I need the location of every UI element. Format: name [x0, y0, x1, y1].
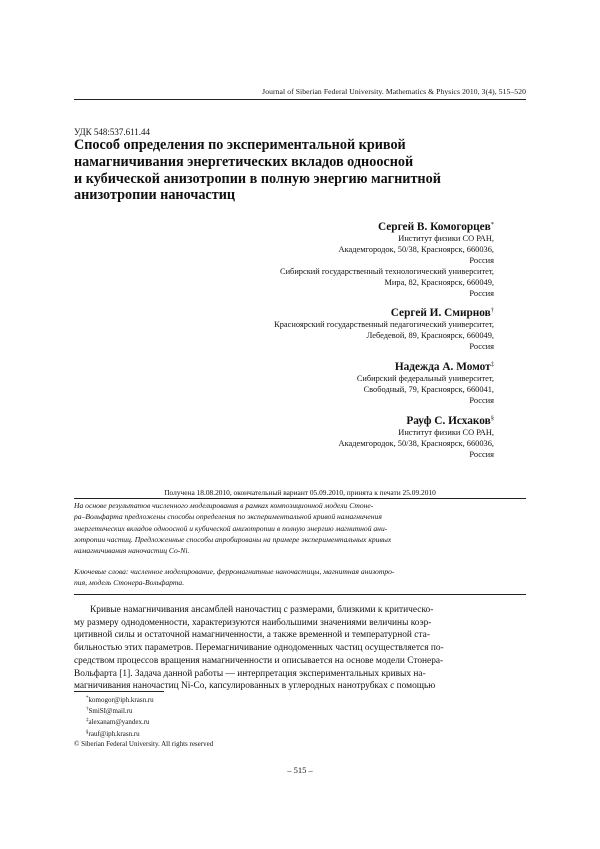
author-name: Рауф С. Исхаков§ [406, 414, 494, 427]
body-line: Вольфарта [1]. Задача данной работы — интерпретация экспериментальных кривых на- [74, 668, 426, 679]
affiliation-line: Академгородок, 50/38, Красноярск, 660036, [338, 244, 494, 254]
body-line: му размеру однодоменности, характеризуются наибольшими значениями величины коэр- [74, 617, 432, 628]
author-momot [274, 358, 494, 407]
affiliation-line: Россия [469, 449, 494, 459]
affiliation-line: Институт физики СО РАН, [398, 234, 494, 243]
affiliation-line: Россия [469, 395, 494, 405]
footnotes [74, 694, 213, 749]
paper-title [74, 137, 526, 204]
received-dates: Получена 18.08.2010, окончательный вариант 05.09.2010, принята к печати 25.09.2010 [164, 488, 436, 497]
affiliation-line: Мира, 82, Красноярск, 660049, [384, 277, 494, 287]
title-line: намагничивания энергетических вкладов одноосной [74, 153, 414, 170]
page-number: – 515 – [287, 765, 313, 775]
keywords-line: Ключевые слова: численное моделирование, ферромагнитные наночастицы, магнитная анизотро- [74, 567, 395, 576]
footnote-email: ‡alexanam@yandex.ru [86, 718, 150, 727]
author-smirnov [274, 304, 494, 353]
affiliation-line: Лебедевой, 89, Красноярск, 660049, [366, 331, 494, 341]
author-mark: ‡ [490, 361, 494, 369]
footnote-email: *komogor@iph.krasn.ru [86, 696, 154, 704]
author-mark: § [490, 414, 494, 422]
copyright-notice: © Siberian Federal University. All rights reserved [74, 739, 214, 748]
body-text [74, 604, 526, 693]
body-line: цитивной силы и остаточной намагниченности, а также временной и температурной ста- [74, 630, 430, 641]
abstract-top-rule [74, 498, 526, 499]
affiliation-line: Академгородок, 50/38, Красноярск, 660036, [338, 438, 494, 448]
author-mark: † [490, 307, 494, 315]
body-line: магничивания наночастиц Ni-Co, капсулированных в углеродных нанотрубках с помощью [74, 681, 436, 692]
footnote-rule [74, 691, 164, 692]
footnote-email: †SmiSI@mail.ru [86, 707, 133, 716]
body-line: бильностью этих параметров. Перемагничивание однодоменных частиц осуществляется по- [74, 643, 444, 654]
affiliation-line: Россия [469, 342, 494, 352]
udk-code: УДК 548:537.611.44 [74, 127, 151, 137]
affiliation-line: Россия [469, 255, 494, 265]
affiliation-line: Институт физики СО РАН, [398, 427, 494, 437]
title-line: Способ определения по экспериментальной кривой [74, 137, 406, 153]
keywords-bottom-rule [74, 594, 526, 595]
affiliation-line: Сибирский государственный технологический университет, [279, 266, 494, 276]
author-name: Сергей И. Смирнов† [390, 307, 494, 320]
keywords-line: пия, модель Стонера-Вольфарта. [74, 578, 185, 588]
title-line: анизотропии наночастиц [74, 187, 236, 204]
header-rule [74, 99, 526, 100]
body-line: средством процессов вращения намагниченности и описывается на основе модели Стонера- [74, 655, 444, 666]
footnote-email: §rauf@iph.krasn.ru [86, 729, 140, 738]
affiliation-line: Красноярский государственный педагогический университет, [274, 320, 494, 330]
author-mark: * [490, 221, 494, 228]
author-name: Сергей В. Комогорцев* [377, 221, 494, 233]
keywords [74, 566, 526, 589]
running-header: Journal of Siberian Federal University. Mathematics & Physics 2010, 3(4), 515–520 [262, 87, 526, 96]
abstract-line: зотропии частиц. Предложенные способы апробированы на примере экспериментальных кривых [74, 534, 392, 544]
title-line: и кубической анизотропии в полную энергию магнитной [74, 170, 441, 187]
author-name: Надежда А. Момот‡ [394, 361, 494, 374]
affiliation-line: Свободный, 79, Красноярск, 660041, [363, 385, 494, 395]
affiliation-line: Россия [469, 288, 494, 298]
abstract-line: На основе результатов численного моделирования в рамках композиционной модели Стоне- [74, 501, 374, 510]
body-line: Кривые намагничивания ансамблей наночастиц с размерами, близкими к критическо- [90, 605, 434, 615]
abstract-line: намагничивания наночастиц Co-Ni. [74, 546, 190, 556]
author-komogortsev [274, 218, 494, 299]
author-iskhakov [274, 412, 494, 461]
abstract [74, 500, 526, 556]
author-block [274, 218, 494, 466]
abstract-line: энергетических вкладов одноосной и кубической анизотропии в полную энергию магнитной ани- [74, 523, 388, 533]
abstract-line: ра–Вольфарта предложены способы определения по экспериментальной кривой намагничения [74, 512, 382, 522]
affiliation-line: Сибирский федеральный университет, [356, 374, 494, 384]
